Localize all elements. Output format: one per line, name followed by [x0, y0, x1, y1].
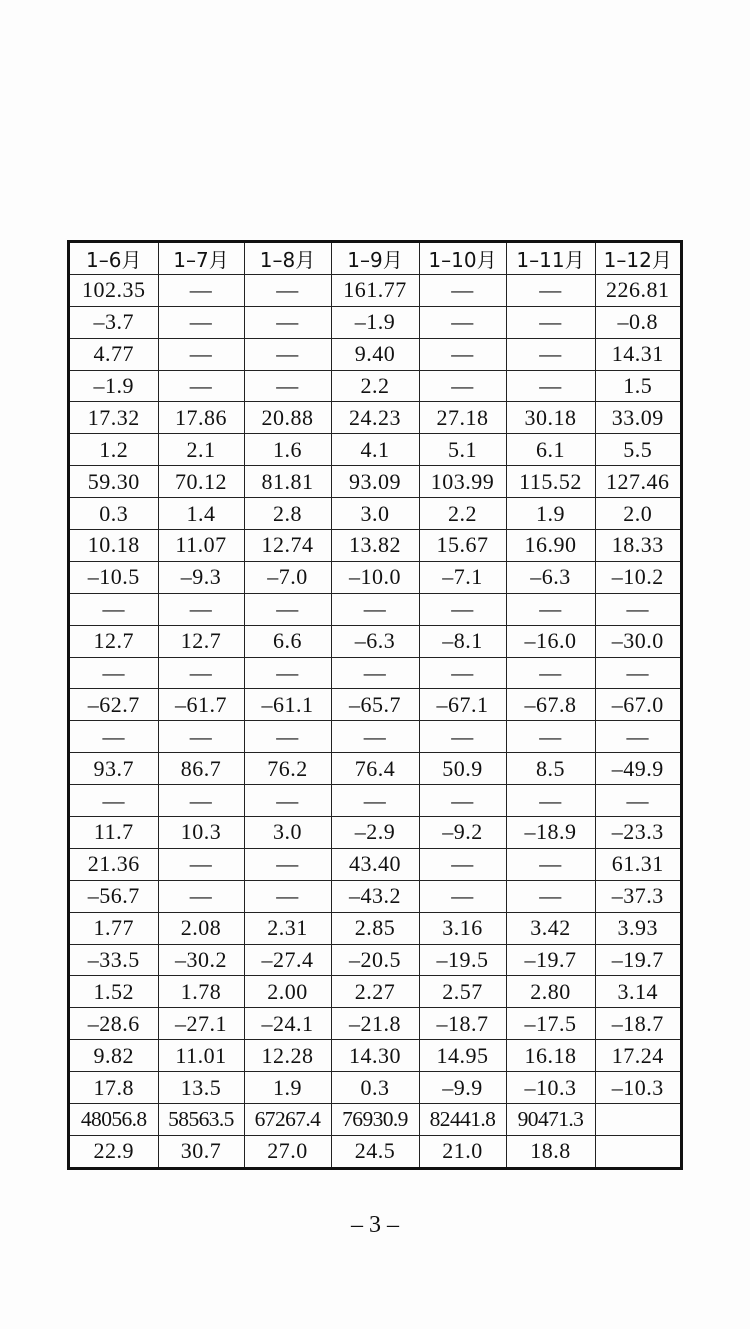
table-row — [70, 1008, 680, 1040]
table-cell: 2.1 — [158, 434, 244, 466]
table-cell: –61.7 — [158, 689, 244, 721]
table-cell: 17.32 — [70, 402, 158, 434]
table-cell: 20.88 — [244, 402, 331, 434]
table-cell: 1.5 — [595, 370, 680, 402]
table-cell: 14.30 — [331, 1040, 419, 1072]
table-cell: 4.77 — [70, 338, 158, 370]
table-cell: 17.8 — [70, 1072, 158, 1104]
table-row — [70, 689, 680, 721]
table-cell: 93.7 — [70, 753, 158, 785]
table-cell: –27.4 — [244, 944, 331, 976]
table-cell: 3.14 — [595, 976, 680, 1008]
table-cell: 1.9 — [506, 498, 595, 530]
table-cell: –10.2 — [595, 561, 680, 593]
table-cell: 8.5 — [506, 753, 595, 785]
table-cell: 30.18 — [506, 402, 595, 434]
table-cell: –10.3 — [506, 1072, 595, 1104]
table-cell: 5.5 — [595, 434, 680, 466]
table-cell: 0.3 — [70, 498, 158, 530]
table-cell: 86.7 — [158, 753, 244, 785]
table-row — [70, 434, 680, 466]
table-cell: –6.3 — [331, 625, 419, 657]
table-row — [70, 785, 680, 817]
table-cell: 2.85 — [331, 912, 419, 944]
table-cell: –9.3 — [158, 561, 244, 593]
table-cell: 14.31 — [595, 338, 680, 370]
table-cell: –21.8 — [331, 1008, 419, 1040]
table-cell: — — [158, 880, 244, 912]
table-cell: — — [506, 593, 595, 625]
table-cell: –33.5 — [70, 944, 158, 976]
table-cell: –20.5 — [331, 944, 419, 976]
table-cell: — — [419, 274, 506, 306]
table-row — [70, 561, 680, 593]
table-cell: 76.2 — [244, 753, 331, 785]
table-cell: — — [595, 721, 680, 753]
table-cell: 6.6 — [244, 625, 331, 657]
table-cell: — — [331, 657, 419, 689]
table-cell: — — [419, 593, 506, 625]
table-cell: 10.3 — [158, 817, 244, 849]
table-cell: 11.01 — [158, 1040, 244, 1072]
table-cell: –18.7 — [595, 1008, 680, 1040]
table-cell: 30.7 — [158, 1135, 244, 1166]
table-cell: — — [419, 785, 506, 817]
table-cell: — — [158, 657, 244, 689]
table-row — [70, 848, 680, 880]
table-cell: 24.23 — [331, 402, 419, 434]
table-cell: — — [244, 880, 331, 912]
table-cell: 1.52 — [70, 976, 158, 1008]
table-cell: –43.2 — [331, 880, 419, 912]
table-cell: 226.81 — [595, 274, 680, 306]
table-row — [70, 976, 680, 1008]
table-cell: –10.5 — [70, 561, 158, 593]
table-cell: –49.9 — [595, 753, 680, 785]
table-cell: 43.40 — [331, 848, 419, 880]
table-cell: — — [70, 785, 158, 817]
table-row — [70, 338, 680, 370]
table-cell: –30.0 — [595, 625, 680, 657]
table-cell: –9.2 — [419, 817, 506, 849]
table-cell: –3.7 — [70, 306, 158, 338]
table-row — [70, 274, 680, 306]
table-cell: 33.09 — [595, 402, 680, 434]
table-row — [70, 593, 680, 625]
table-cell: 4.1 — [331, 434, 419, 466]
table-cell: 1.77 — [70, 912, 158, 944]
table-cell: –23.3 — [595, 817, 680, 849]
table-cell: — — [158, 370, 244, 402]
table-cell: 10.18 — [70, 530, 158, 562]
table-row — [70, 402, 680, 434]
table-cell: — — [158, 721, 244, 753]
data-table — [70, 243, 680, 1167]
table-cell: 3.16 — [419, 912, 506, 944]
header-cell-1-9: 1–9月 — [331, 243, 419, 274]
table-row — [70, 1135, 680, 1166]
table-cell: 2.2 — [331, 370, 419, 402]
table-cell — [595, 1104, 680, 1136]
table-cell: 11.07 — [158, 530, 244, 562]
table-cell: –24.1 — [244, 1008, 331, 1040]
table-cell: — — [244, 593, 331, 625]
header-cell-1-12: 1–12月 — [595, 243, 680, 274]
table-cell: — — [70, 657, 158, 689]
table-cell: — — [595, 593, 680, 625]
table-cell: — — [506, 338, 595, 370]
table-cell: — — [244, 306, 331, 338]
table-cell: 27.0 — [244, 1135, 331, 1166]
table-cell: 161.77 — [331, 274, 419, 306]
table-cell: — — [506, 306, 595, 338]
table-cell: — — [158, 593, 244, 625]
table-cell: 76930.9 — [331, 1104, 419, 1136]
table-cell: 82441.8 — [419, 1104, 506, 1136]
table-cell: — — [70, 593, 158, 625]
table-cell: 12.74 — [244, 530, 331, 562]
table-cell: 27.18 — [419, 402, 506, 434]
table-cell: 9.82 — [70, 1040, 158, 1072]
table-row — [70, 466, 680, 498]
table-cell: 21.0 — [419, 1135, 506, 1166]
table-cell: — — [419, 880, 506, 912]
table-cell: –19.5 — [419, 944, 506, 976]
table-row — [70, 530, 680, 562]
table-cell: — — [506, 657, 595, 689]
table-cell: 102.35 — [70, 274, 158, 306]
table-cell: –0.8 — [595, 306, 680, 338]
table-cell: 13.82 — [331, 530, 419, 562]
table-cell: 18.8 — [506, 1135, 595, 1166]
table-cell: — — [419, 721, 506, 753]
table-row — [70, 498, 680, 530]
table-cell: — — [331, 785, 419, 817]
table-cell: — — [419, 848, 506, 880]
table-cell: 90471.3 — [506, 1104, 595, 1136]
table-cell: — — [244, 785, 331, 817]
table-cell: –65.7 — [331, 689, 419, 721]
table-cell: 14.95 — [419, 1040, 506, 1072]
table-cell: 16.18 — [506, 1040, 595, 1072]
table-cell: –18.7 — [419, 1008, 506, 1040]
table-cell: — — [419, 338, 506, 370]
header-cell-1-6: 1–6月 — [70, 243, 158, 274]
table-cell: –7.0 — [244, 561, 331, 593]
table-cell: — — [595, 785, 680, 817]
table-cell: — — [419, 306, 506, 338]
table-cell: 2.31 — [244, 912, 331, 944]
table-cell: 2.00 — [244, 976, 331, 1008]
header-cell-1-7: 1–7月 — [158, 243, 244, 274]
table-cell: –19.7 — [506, 944, 595, 976]
table-cell: 2.80 — [506, 976, 595, 1008]
page-number: – 3 – — [351, 1212, 399, 1238]
table-cell: 11.7 — [70, 817, 158, 849]
header-row — [70, 243, 680, 274]
table-row — [70, 370, 680, 402]
table-cell: 61.31 — [595, 848, 680, 880]
table-row — [70, 657, 680, 689]
table-cell — [595, 1135, 680, 1166]
table-cell: 6.1 — [506, 434, 595, 466]
table-cell: 12.7 — [158, 625, 244, 657]
table-cell: — — [244, 274, 331, 306]
header-cell-1-10: 1–10月 — [419, 243, 506, 274]
table-cell: –28.6 — [70, 1008, 158, 1040]
table-row — [70, 306, 680, 338]
table-cell: 2.27 — [331, 976, 419, 1008]
table-cell: 2.2 — [419, 498, 506, 530]
table-cell: 2.08 — [158, 912, 244, 944]
table-cell: –10.3 — [595, 1072, 680, 1104]
table-cell: –1.9 — [331, 306, 419, 338]
table-cell: 16.90 — [506, 530, 595, 562]
table-cell: –27.1 — [158, 1008, 244, 1040]
table-cell: — — [244, 370, 331, 402]
table-cell: 3.0 — [331, 498, 419, 530]
table-cell: 3.0 — [244, 817, 331, 849]
table-cell: –37.3 — [595, 880, 680, 912]
table-cell: — — [158, 785, 244, 817]
table-cell: –10.0 — [331, 561, 419, 593]
table-cell: 103.99 — [419, 466, 506, 498]
table-cell: –19.7 — [595, 944, 680, 976]
table-cell: 1.6 — [244, 434, 331, 466]
table-cell: 0.3 — [331, 1072, 419, 1104]
table-cell: 1.78 — [158, 976, 244, 1008]
table-cell: –16.0 — [506, 625, 595, 657]
table-cell: 9.40 — [331, 338, 419, 370]
table-cell: — — [506, 880, 595, 912]
table-cell: –17.5 — [506, 1008, 595, 1040]
table-cell: — — [244, 848, 331, 880]
table-cell: 2.57 — [419, 976, 506, 1008]
table-row — [70, 912, 680, 944]
table-cell: –67.8 — [506, 689, 595, 721]
table-cell: –6.3 — [506, 561, 595, 593]
table-cell: 17.86 — [158, 402, 244, 434]
table-row — [70, 880, 680, 912]
table-cell: 67267.4 — [244, 1104, 331, 1136]
table-cell: 1.9 — [244, 1072, 331, 1104]
table-cell: — — [419, 657, 506, 689]
table-cell: –2.9 — [331, 817, 419, 849]
table-cell: 2.8 — [244, 498, 331, 530]
table-cell: 24.5 — [331, 1135, 419, 1166]
table-cell: — — [595, 657, 680, 689]
table-cell: 17.24 — [595, 1040, 680, 1072]
table-cell: — — [331, 721, 419, 753]
table-cell: 50.9 — [419, 753, 506, 785]
data-table-frame — [67, 240, 683, 1170]
table-cell: — — [244, 721, 331, 753]
table-row — [70, 721, 680, 753]
table-row — [70, 1040, 680, 1072]
table-row — [70, 944, 680, 976]
table-cell: 1.4 — [158, 498, 244, 530]
table-cell: — — [244, 338, 331, 370]
table-header — [70, 243, 680, 274]
table-cell: 58563.5 — [158, 1104, 244, 1136]
table-cell: –8.1 — [419, 625, 506, 657]
table-cell: 2.0 — [595, 498, 680, 530]
table-cell: –67.1 — [419, 689, 506, 721]
table-cell: — — [506, 848, 595, 880]
table-cell: — — [158, 306, 244, 338]
table-row — [70, 625, 680, 657]
table-row — [70, 817, 680, 849]
table-cell: 18.33 — [595, 530, 680, 562]
table-cell: 12.28 — [244, 1040, 331, 1072]
table-cell: 127.46 — [595, 466, 680, 498]
table-cell: 93.09 — [331, 466, 419, 498]
table-row — [70, 1104, 680, 1136]
table-cell: — — [506, 274, 595, 306]
table-cell: –67.0 — [595, 689, 680, 721]
header-cell-1-8: 1–8月 — [244, 243, 331, 274]
table-cell: 21.36 — [70, 848, 158, 880]
table-cell: 70.12 — [158, 466, 244, 498]
table-cell: — — [331, 593, 419, 625]
table-cell: –56.7 — [70, 880, 158, 912]
table-cell: 48056.8 — [70, 1104, 158, 1136]
table-cell: –61.1 — [244, 689, 331, 721]
table-cell: –9.9 — [419, 1072, 506, 1104]
table-cell: — — [506, 721, 595, 753]
table-cell: 76.4 — [331, 753, 419, 785]
table-row — [70, 1072, 680, 1104]
table-cell: –1.9 — [70, 370, 158, 402]
table-cell: 5.1 — [419, 434, 506, 466]
table-cell: — — [506, 370, 595, 402]
table-cell: 1.2 — [70, 434, 158, 466]
header-cell-1-11: 1–11月 — [506, 243, 595, 274]
table-cell: 12.7 — [70, 625, 158, 657]
table-cell: — — [419, 370, 506, 402]
table-cell: 3.42 — [506, 912, 595, 944]
table-cell: — — [158, 848, 244, 880]
table-cell: — — [158, 338, 244, 370]
table-cell: 81.81 — [244, 466, 331, 498]
table-cell: — — [70, 721, 158, 753]
table-cell: 3.93 — [595, 912, 680, 944]
table-cell: –7.1 — [419, 561, 506, 593]
table-cell: 59.30 — [70, 466, 158, 498]
table-cell: 22.9 — [70, 1135, 158, 1166]
table-cell: 13.5 — [158, 1072, 244, 1104]
table-cell: — — [244, 657, 331, 689]
table-cell: — — [506, 785, 595, 817]
table-cell: 115.52 — [506, 466, 595, 498]
table-row — [70, 753, 680, 785]
table-cell: 15.67 — [419, 530, 506, 562]
table-cell: — — [158, 274, 244, 306]
table-cell: –18.9 — [506, 817, 595, 849]
table-body — [70, 274, 680, 1166]
table-cell: –30.2 — [158, 944, 244, 976]
table-cell: –62.7 — [70, 689, 158, 721]
